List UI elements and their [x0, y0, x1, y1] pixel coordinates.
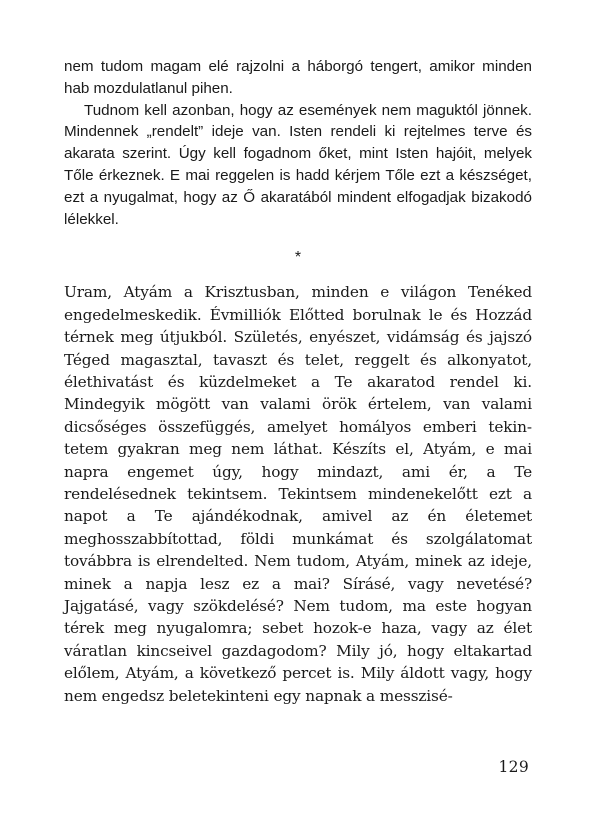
- intro-paragraph-2: Tudnom kell azonban, hogy az események nem maguktól jönnek. Mindennek „rendelt” ideje van. Isten rendeli ki rejtelmes terve és akarata szerint. Úgy kell fogadnom őket, mint Isten hajóit, melyek Tőle érkeznek. E mai reggelen is hadd kérjem Tőle ezt a készséget, ezt a nyugalmat, hogy az Ő akaratából mindent elfogadjak bizakodó lélekkel.: [64, 101, 532, 228]
- section-separator: *: [294, 249, 302, 267]
- intro-text: [64, 56, 532, 230]
- intro-paragraph-1: nem tudom magam elé rajzolni a háborgó tengert, amikor minden hab mozdulatlanul pihen.: [64, 58, 532, 97]
- prayer-paragraph: Uram, Atyám a Krisztusban, minden e világon Tenéked engedelmeskedik. Évmilliók Előtted borulnak le és Hozzád térnek meg útjukból. Születés, enyészet, vidámság és jajszó Téged magasztal, tavaszt és telet, reggelt és alkonyatot, élethivatást és küzdelmeket a Te akaratod rendel ki. Mindegyik mögött van valami örök értelem, van valami dicsőséges összefüggés, amelyet homályos emberi tekintetem gyakran meg nem láthat. Készíts el, Atyám, e mai napra engemet úgy, hogy mindazt, ami ér, a Te rendelésednek tekintsem. Tekintsem mindenekelőtt ezt a napot a Te ajándékodnak, amivel az én életemet meghosszabbítottad, földi munkámat és szolgálatomat továbbra is elrendelted. Nem tudom, Atyám, minek az ideje, minek a napja lesz ez a mai? Sírásé, vagy nevetésé? Jajgatásé, vagy szökdelésé? Nem tudom, ma este hogyan térek meg nyugalomra; sebet hozok-e haza, vagy az élet váratlan kincseivel gazdagodom? Mily jó, hogy eltakartad előlem, Atyám, a következő percet is. Mily áldott vagy, hogy nem engedsz beletekinteni egy napnak a messzisé-: [64, 283, 532, 705]
- page-number: 129: [498, 758, 529, 776]
- prayer-text: [64, 281, 532, 707]
- page-body: [64, 56, 532, 707]
